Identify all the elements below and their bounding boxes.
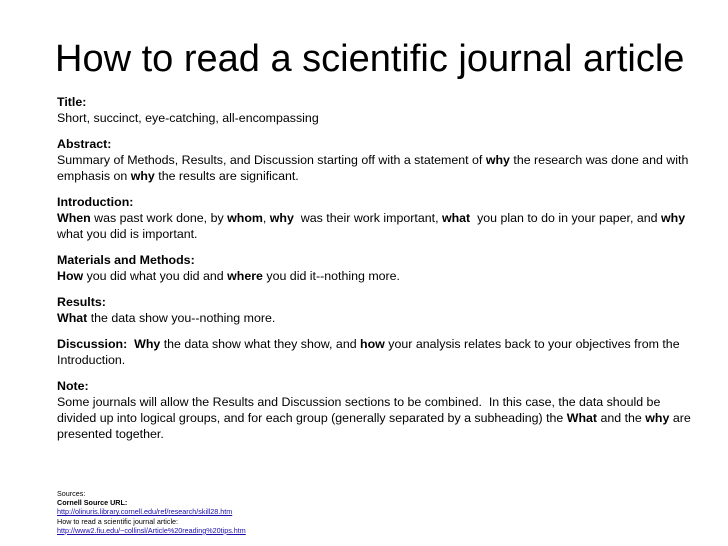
intro-bold-5: why	[661, 211, 686, 225]
introduction-heading: Introduction:	[57, 195, 134, 209]
results-text-1: the data show you--nothing more.	[87, 311, 276, 325]
slide-title: How to read a scientific journal article	[55, 38, 685, 80]
methods-bold-2: where	[227, 269, 263, 283]
intro-text-5: what you did is important.	[57, 227, 198, 241]
discussion-text	[57, 336, 697, 368]
note-text	[57, 394, 697, 442]
note-section	[57, 378, 697, 442]
discussion-bold-1: Why	[134, 337, 161, 351]
abstract-heading: Abstract:	[57, 137, 112, 151]
slide-body	[57, 94, 697, 452]
introduction-text	[57, 210, 697, 242]
sources-label: Sources:	[57, 489, 86, 498]
cornell-source-label: Cornell Source URL:	[57, 498, 128, 508]
note-bold-1: What	[566, 411, 598, 425]
note-bold-2: why	[645, 411, 670, 425]
methods-heading: Materials and Methods:	[57, 253, 195, 267]
fiu-source-link[interactable]: http://www2.fiu.edu/~collinsl/Article%20reading%20tips.htm	[57, 525, 246, 535]
cornell-source-link[interactable]: http://olinuris.library.cornell.edu/ref/research/skill28.htm	[57, 507, 233, 517]
results-heading: Results:	[57, 295, 106, 309]
abstract-text-3: the results are significant.	[154, 169, 299, 183]
intro-text-2: ,	[262, 211, 270, 225]
abstract-section	[57, 136, 697, 184]
intro-bold-1: When	[57, 211, 91, 225]
discussion-text-2: your analysis relates back to your objectives from the Introduction.	[57, 337, 680, 367]
results-section	[57, 294, 697, 326]
note-text-1: Some journals will allow the Results and Discussion sections to be combined. In this case, the data should be divided up into logical groups, and for each group (generally separated by a subheading) the	[57, 395, 664, 425]
note-text-2: and the	[597, 411, 646, 425]
abstract-text-2: the research was done and with emphasis on	[57, 153, 689, 183]
abstract-bold-1: why	[485, 153, 510, 167]
title-text: Short, succinct, eye-catching, all-encompassing	[57, 111, 319, 125]
discussion-text-1: the data show what they show, and	[160, 337, 361, 351]
methods-text-1: you did what you did and	[83, 269, 228, 283]
abstract-text	[57, 152, 697, 184]
intro-bold-2: whom	[227, 211, 263, 225]
discussion-heading: Discussion:	[57, 337, 128, 351]
methods-bold-1: How	[57, 269, 84, 283]
intro-text-3: was their work important,	[293, 211, 442, 225]
intro-bold-4: what	[441, 211, 471, 225]
fiu-source-label: How to read a scientific journal article:	[57, 516, 179, 526]
methods-text	[57, 268, 697, 284]
discussion-section	[57, 336, 697, 368]
note-heading: Note:	[57, 379, 89, 393]
abstract-text-1: Summary of Methods, Results, and Discussion starting off with a statement of	[57, 153, 486, 167]
sources-block	[57, 489, 697, 535]
introduction-section	[57, 194, 697, 242]
discussion-bold-2: how	[360, 337, 385, 351]
results-text	[57, 310, 697, 326]
abstract-bold-2: why	[130, 169, 155, 183]
note-text-3: are presented together.	[57, 411, 691, 441]
title-heading: Title:	[57, 95, 87, 109]
intro-text-4: you plan to do in your paper, and	[470, 211, 662, 225]
title-section	[57, 94, 697, 126]
intro-bold-3: why	[269, 211, 294, 225]
methods-section	[57, 252, 697, 284]
methods-text-2: you did it--nothing more.	[262, 269, 400, 283]
results-bold-1: What	[57, 311, 88, 325]
intro-text-1: was past work done, by	[90, 211, 228, 225]
